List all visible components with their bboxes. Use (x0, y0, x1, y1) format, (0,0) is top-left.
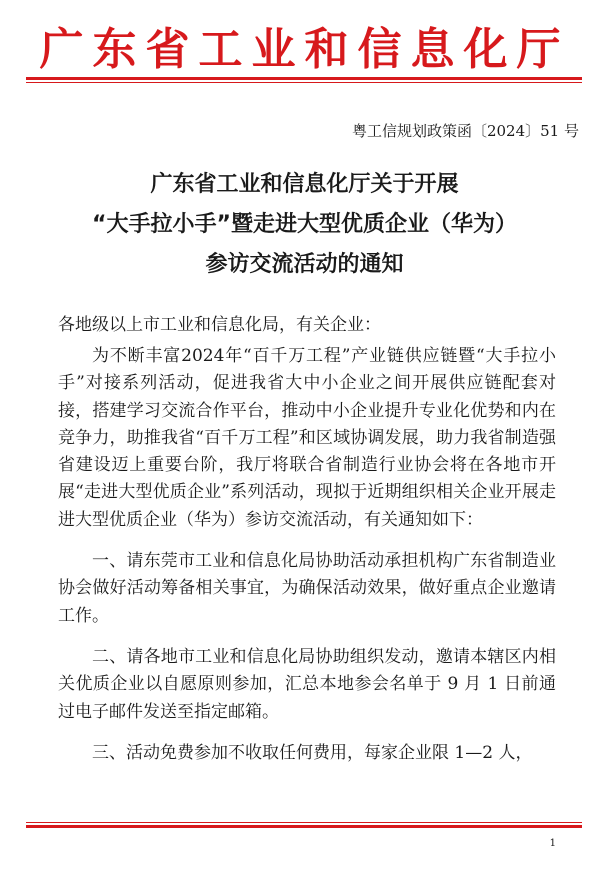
letterhead-rule-thick (26, 77, 582, 80)
document-title (0, 165, 609, 285)
document-body (58, 343, 556, 767)
title-line-2: “大手拉小手”暨走进大型优质企业（华为） (92, 212, 517, 237)
title-line-3: 参访交流活动的通知 (205, 252, 404, 277)
page-number: 1 (549, 838, 556, 849)
body-paragraph-intro: 为不断丰富2024年“百千万工程”产业链供应链暨“大手拉小手”对接系列活动，促进我省大中小企业之间开展供应链配套对接，搭建学习交流合作平台，推动中小企业提升专业化优势和内在竞争力，助推我省“百千万工程”和区域协调发展，助力我省制造强省建设迈上重要台阶，我厅将联合省制造行业协会将在各地市开展“走进大型优质企业”系列活动，现拟于近期组织相关企业开展走进大型优质企业（华为）参访交流活动，有关通知如下： (58, 346, 556, 530)
letterhead-rule-thin (26, 82, 582, 83)
body-paragraph-item-3: 三、活动免费参加不收取任何费用，每家企业限 1—2 人， (92, 742, 533, 763)
footer-rule-thin (26, 822, 582, 823)
document-number: 粤工信规划政策函〔2024〕51 号 (351, 122, 579, 140)
title-line-1: 广东省工业和信息化厅关于开展 (150, 172, 459, 197)
body-paragraph-item-2: 二、请各地市工业和信息化局协助组织发动，邀请本辖区内相关优质企业以自愿原则参加，汇总本地参会名单于 9 月 1 日前通过电子邮件发送至指定邮箱。 (58, 646, 556, 722)
letterhead: 广东省工业和信息化厅 (39, 24, 570, 75)
body-paragraph-item-1: 一、请东莞市工业和信息化局协助活动承担机构广东省制造业协会做好活动筹备相关事宜，为确保活动效果，做好重点企业邀请工作。 (58, 551, 556, 626)
footer-rule-thick (26, 825, 582, 828)
salutation: 各地级以上市工业和信息化局，有关企业： (58, 315, 381, 335)
